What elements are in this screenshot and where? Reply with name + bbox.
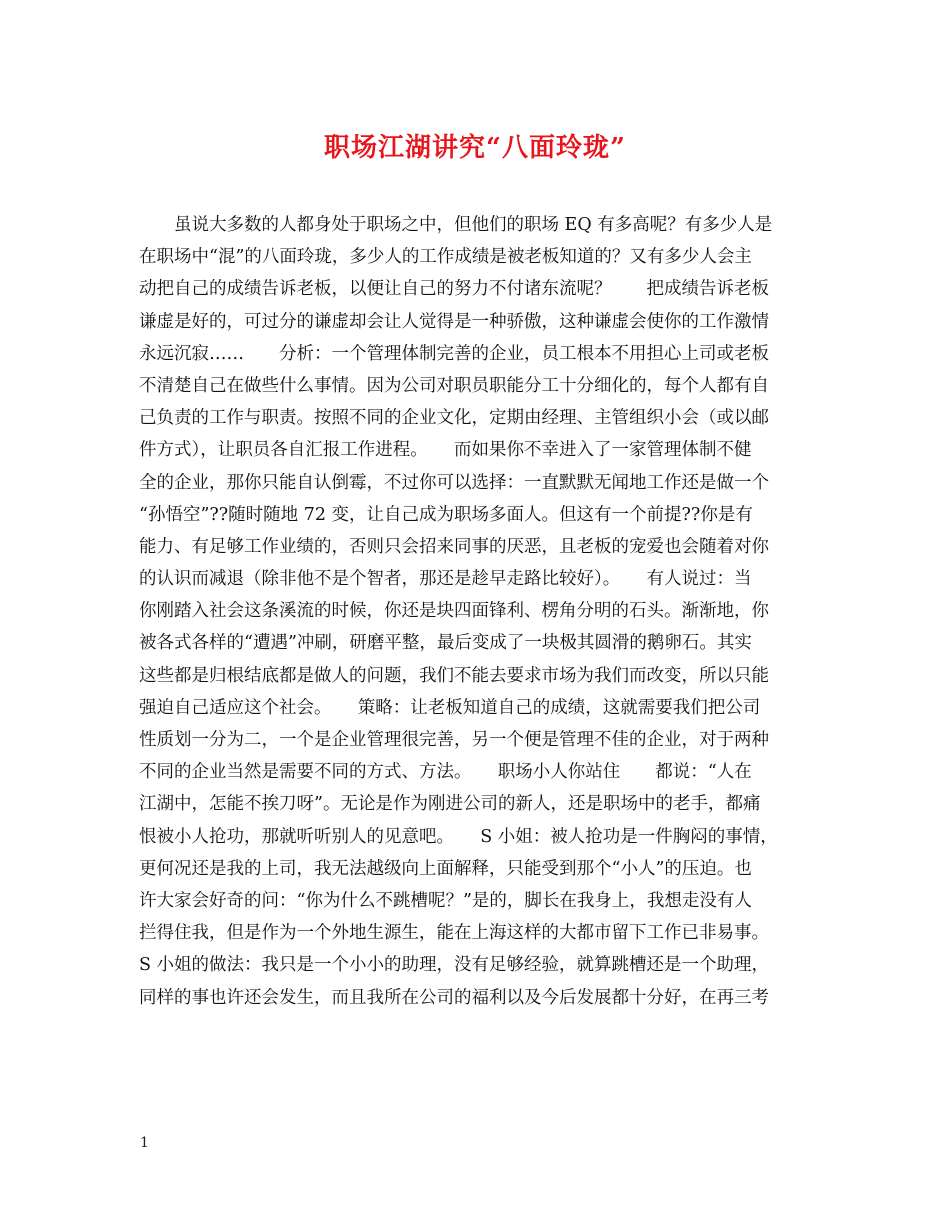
body-line: S 小姐的做法：我只是一个小小的助理，没有足够经验，就算跳槽还是一个助理， [139, 955, 770, 976]
body-line: 不清楚自己在做些什么事情。因为公司对职员职能分工十分细化的，每个人都有自 [139, 375, 769, 396]
body-line: 同样的事也许还会发生，而且我所在公司的福利以及今后发展都十分好，在再三考 [139, 987, 769, 1008]
body-line: 你刚踏入社会这条溪流的时候，你还是块四面锋利、楞角分明的石头。渐渐地，你 [139, 601, 769, 622]
body-line: 被各式各样的“遭遇”冲刷，研磨平整，最后变成了一块极其圆滑的鹅卵石。其实 [139, 633, 752, 654]
body-line: 拦得住我，但是作为一个外地生源生，能在上海这样的大都市留下工作已非易事。 [139, 923, 769, 944]
body-line: 这些都是归根结底都是做人的问题，我们不能去要求市场为我们而改变，所以只能 [139, 665, 769, 686]
body-line: 动把自己的成绩告诉老板，以便让自己的努力不付诸东流呢？ 把成绩告诉老板 [139, 279, 769, 300]
body-line: 己负责的工作与职责。按照不同的企业文化，定期由经理、主管组织小会（或以邮 [139, 408, 769, 429]
body-line: 件方式），让职员各自汇报工作进程。 而如果你不幸进入了一家管理体制不健 [139, 440, 752, 461]
body-line: 许大家会好奇的问：“你为什么不跳槽呢？”是的，脚长在我身上，我想走没有人 [139, 890, 752, 911]
body-line: 更何况还是我的上司，我无法越级向上面解释，只能受到那个“小人”的压迫。也 [139, 858, 752, 879]
body-text [139, 209, 815, 1014]
body-line: “孙悟空”??随时随地 72 变，让自己成为职场多面人。但这有一个前提??你是有 [139, 504, 753, 525]
body-line: 不同的企业当然是需要不同的方式、方法。 职场小人你站住 都说：“人在 [139, 762, 752, 783]
body-line: 能力、有足够工作业绩的，否则只会招来同事的厌恶，且老板的宠爱也会随着对你 [139, 536, 769, 557]
body-line: 强迫自己适应这个社会。 策略：让老板知道自己的成绩，这就需要我们把公司 [139, 697, 761, 718]
body-line: 恨被小人抢功，那就听听别人的见意吧。 S 小姐：被人抢功是一件胸闷的事情， [139, 826, 778, 847]
body-line: 永远沉寂…… 分析：一个管理体制完善的企业，员工根本不用担心上司或老板 [139, 343, 769, 364]
document-title: 职场江湖讲究“八面玲珑” [324, 133, 626, 163]
body-line: 全的企业，那你只能自认倒霉，不过你可以选择：一直默默无闻地工作还是做一个 [139, 472, 769, 493]
body-line: 性质划一分为二，一个是企业管理很完善，另一个便是管理不佳的企业，对于两种 [139, 730, 769, 750]
body-line: 谦虚是好的，可过分的谦虚却会让人觉得是一种骄傲，这种谦虚会使你的工作激情 [139, 311, 769, 332]
page-number: 1 [140, 1135, 149, 1151]
body-line: 的认识而减退（除非他不是个智者，那还是趁早走路比较好）。 有人说过：当 [139, 569, 752, 590]
body-line: 虽说大多数的人都身处于职场之中，但他们的职场 EQ 有多高呢？有多少人是 [139, 215, 773, 235]
body-line: 在职场中“混”的八面玲珑，多少人的工作成绩是被老板知道的？又有多少人会主 [139, 247, 752, 268]
body-line: 江湖中，怎能不挨刀呀”。无论是作为刚进公司的新人，还是职场中的老手，都痛 [139, 794, 761, 815]
